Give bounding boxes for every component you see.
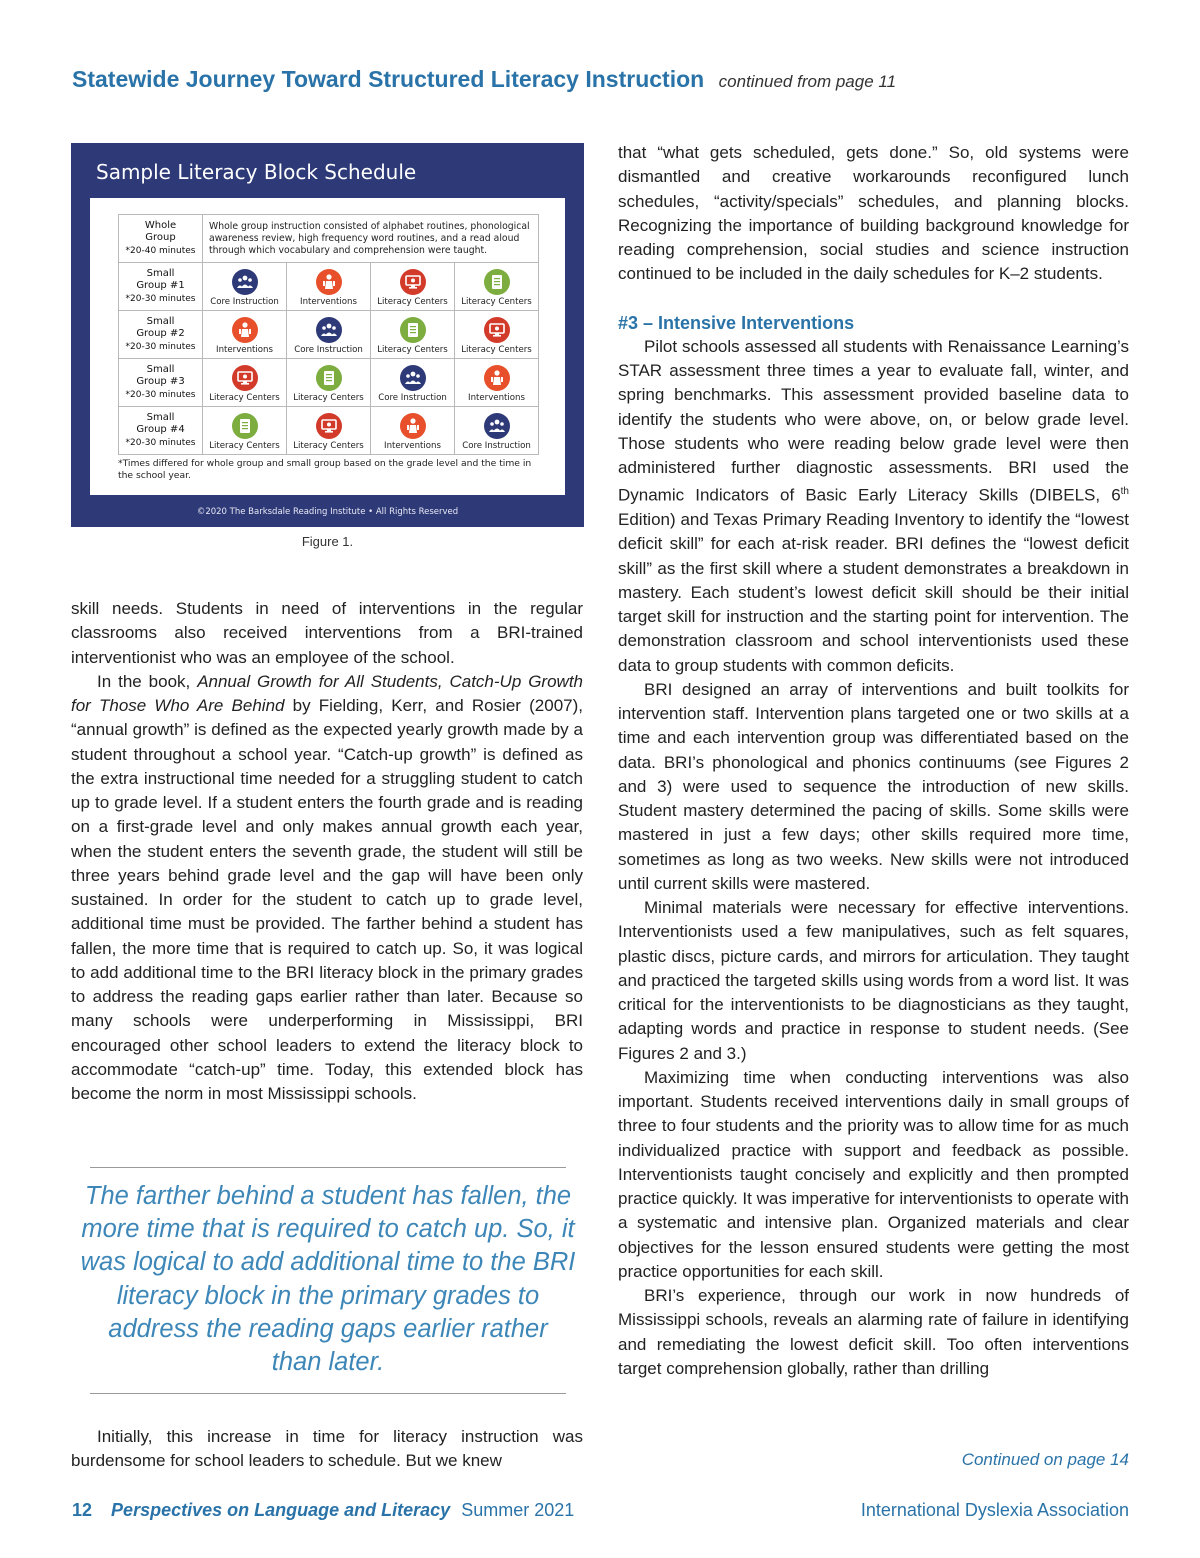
cell-caption: Literacy Centers [293, 440, 364, 451]
figure-note: *Times differed for whole group and small group based on the grade level and the time in the school year. [118, 458, 532, 481]
small-group-label: Small Group #3 *20-30 minutes [119, 359, 203, 407]
person-icon [484, 365, 510, 391]
cell-caption: Interventions [384, 440, 441, 451]
pullquote-rule-bottom [90, 1393, 566, 1394]
document-icon [232, 413, 258, 439]
cell-caption: Core Instruction [462, 440, 531, 451]
document-icon [484, 269, 510, 295]
schedule-cell [203, 359, 287, 407]
book-title: Annual Growth for All Students, Catch-Up Growth for Those Who Are Behind [71, 671, 583, 715]
continued-on-link[interactable]: Continued on page 14 [961, 1450, 1129, 1469]
organization-name: International Dyslexia Association [860, 1500, 1129, 1520]
cell-caption: Core Instruction [294, 344, 363, 355]
whole-group-label: Whole Group *20-40 minutes [119, 215, 203, 263]
monitor-icon [400, 269, 426, 295]
continued-from-note: continued from page 11 [718, 72, 897, 91]
cell-caption: Literacy Centers [461, 296, 532, 307]
person-icon [232, 317, 258, 343]
schedule-cell [287, 311, 371, 359]
person-icon [400, 413, 426, 439]
people-icon [316, 317, 342, 343]
small-group-label: Small Group #1 *20-30 minutes [119, 263, 203, 311]
paragraph: that “what gets scheduled, gets done.” So, old systems were dismantled and creative workarounds reconfigured lunch schedules, “activity/specials” schedules, and planning blocks. Recognizing the importance of building background knowledge for reading comprehension, social studies and science instruction continued to be included in the daily schedules for K–2 students. [618, 143, 1129, 284]
schedule-cell [203, 311, 287, 359]
journal-name: Perspectives on Language and Literacy [111, 1500, 451, 1520]
whole-group-description: Whole group instruction consisted of alphabet routines, phonological awareness review, high frequency word routines, and a read aloud through which vocabulary and comprehension were taught. [203, 215, 539, 263]
monitor-icon [484, 317, 510, 343]
schedule-cell [455, 407, 539, 455]
people-icon [232, 269, 258, 295]
cell-caption: Literacy Centers [209, 392, 280, 403]
small-group-label: Small Group #4 *20-30 minutes [119, 407, 203, 455]
schedule-cell [287, 407, 371, 455]
small-group-rows [119, 263, 539, 455]
cell-caption: Interventions [468, 392, 525, 403]
person-icon [316, 269, 342, 295]
schedule-cell [287, 359, 371, 407]
schedule-cell [371, 311, 455, 359]
schedule-table [118, 214, 539, 455]
paragraph: BRI’s experience, through our work in now hundreds of Mississippi schools, reveals an alarming rate of failure in identifying and remediating the lowest deficit skill. Too often interventions target comprehension globally, rather than drilling [618, 1286, 1129, 1378]
figure-title: Sample Literacy Block Schedule [96, 160, 417, 184]
paragraph: Minimal materials were necessary for effective interventions. Interventionists used a few manipulatives, such as felt squares, plastic discs, picture cards, and mirrors for articulation. They taught and practiced the targeted skills using words from a word list. It was critical for the interventionists to be diagnosticians as they taught, adapting words and practice in response to student needs. (See Figures 2 and 3.) [618, 898, 1129, 1063]
schedule-cell [203, 407, 287, 455]
schedule-cell [455, 263, 539, 311]
left-column-text [71, 597, 583, 1106]
schedule-cell [455, 311, 539, 359]
page-number: 12 [72, 1500, 93, 1520]
document-icon [316, 365, 342, 391]
cell-caption: Core Instruction [378, 392, 447, 403]
people-icon [484, 413, 510, 439]
schedule-cell [371, 263, 455, 311]
schedule-panel [90, 198, 565, 495]
literacy-block-schedule-figure [71, 143, 584, 527]
small-group-label: Small Group #2 *20-30 minutes [119, 311, 203, 359]
paragraph: BRI designed an array of interventions and built toolkits for intervention staff. Intervention plans targeted one or two skills at a time and each intervention group was differentiated based on the data. BRI’s phonological and phonics continuums (see Figures 2 and 3) were used to sequence the introduction of new skills. Student mastery determined the pacing of skills. Some skills were mastered in just a few days; other skills required more time, sometimes as long as two weeks. New skills were not introduced until current skills were mastered. [618, 679, 1129, 893]
people-icon [400, 365, 426, 391]
cell-caption: Literacy Centers [293, 392, 364, 403]
cell-caption: Literacy Centers [461, 344, 532, 355]
paragraph: Maximizing time when conducting interventions was also important. Students received interventions daily in small groups of three to four students and the priority was to allow time for as much individualized practice with support and feedback as possible. Interventionists taught concisely and explicitly and then prompted practice quickly. It was imperative for interventionists to operate with a systematic and intensive plan. Organized materials and clear objectives for the lesson ensured students were getting the most practice opportunities for each skill. [618, 1067, 1129, 1281]
page-footer [72, 1500, 1129, 1521]
cell-caption: Literacy Centers [377, 344, 448, 355]
figure-caption: Figure 1. [301, 534, 354, 549]
paragraph: Pilot schools assessed all students with Renaissance Learning’s STAR assessment three times a year to evaluate fall, winter, and spring benchmarks. This assessment provided baseline data to identify the students who were above, on, or below grade level. Those students who were reading below grade level were then administered further diagnostic assessments. BRI used the Dynamic Indicators of Basic Early Literacy Skills (DIBELS, 6th Edition) and Texas Primary Reading Inventory to identify the “lowest deficit skill” for each at-risk reader. BRI defines the “lowest deficit skill” as the first skill where a student demonstrates a breakdown in mastery. Each student’s lowest deficit skill should be their initial target skill for instruction and the starting point for intervention. The demonstration classroom and school interventionists used these data to group students with common deficits. [618, 336, 1129, 675]
pullquote: The farther behind a student has fallen, the more time that is required to catch up. So, it was logical to add additional time to the BRI literacy block in the primary grades to address the reading gaps earlier rather than later. [80, 1182, 576, 1377]
small-group-row [119, 263, 539, 311]
small-group-row [119, 359, 539, 407]
journal-issue: Summer 2021 [461, 1500, 575, 1520]
schedule-cell [455, 359, 539, 407]
cell-caption: Interventions [216, 344, 273, 355]
left-column-text-bottom [71, 1425, 583, 1474]
schedule-cell [371, 359, 455, 407]
figure-copyright: ©2020 The Barksdale Reading Institute • All Rights Reserved [196, 507, 459, 517]
paragraph: skill needs. Students in need of interventions in the regular classrooms also received interventions from a BRI-trained interventionist who was an employee of the school. [71, 599, 583, 667]
running-header [72, 66, 896, 93]
cell-caption: Literacy Centers [209, 440, 280, 451]
whole-group-row [119, 215, 539, 263]
section-heading: #3 – Intensive Interventions [618, 312, 855, 333]
monitor-icon [316, 413, 342, 439]
small-group-row [119, 311, 539, 359]
cell-caption: Interventions [300, 296, 357, 307]
right-column-text [618, 141, 1129, 1381]
cell-caption: Core Instruction [210, 296, 279, 307]
schedule-cell [203, 263, 287, 311]
small-group-row [119, 407, 539, 455]
pullquote-rule-top [90, 1167, 566, 1168]
paragraph: In the book, Annual Growth for All Students, Catch-Up Growth for Those Who Are Behind by Fielding, Kerr, and Rosier (2007), “annual growth” is defined as the expected yearly growth made by a student throughout a school year. “Catch-up growth” is defined as the extra instructional time needed for a struggling student to catch up to grade level. If a student enters the fourth grade and is reading on a first-grade level and only makes annual growth each year, when the student enters the seventh grade, the student will still be three years behind grade level and the gap will have been only sustained. In order for the student to catch up to grade level, additional time must be provided. The farther behind a student has fallen, the more time that is required to catch up. So, it was logical to add additional time to the BRI literacy block in the primary grades to address the reading gaps earlier rather than later. Because so many schools were underperforming in Mississippi, BRI encouraged other school leaders to extend the literacy block to accommodate “catch-up” time. Today, this extended block has become the norm in most Mississippi schools. [71, 671, 583, 1103]
monitor-icon [232, 365, 258, 391]
schedule-cell [371, 407, 455, 455]
document-icon [400, 317, 426, 343]
paragraph: Initially, this increase in time for literacy instruction was burdensome for school leaders to schedule. But we knew [71, 1427, 583, 1471]
cell-caption: Literacy Centers [377, 296, 448, 307]
article-title: Statewide Journey Toward Structured Literacy Instruction [72, 66, 705, 92]
schedule-cell [287, 263, 371, 311]
